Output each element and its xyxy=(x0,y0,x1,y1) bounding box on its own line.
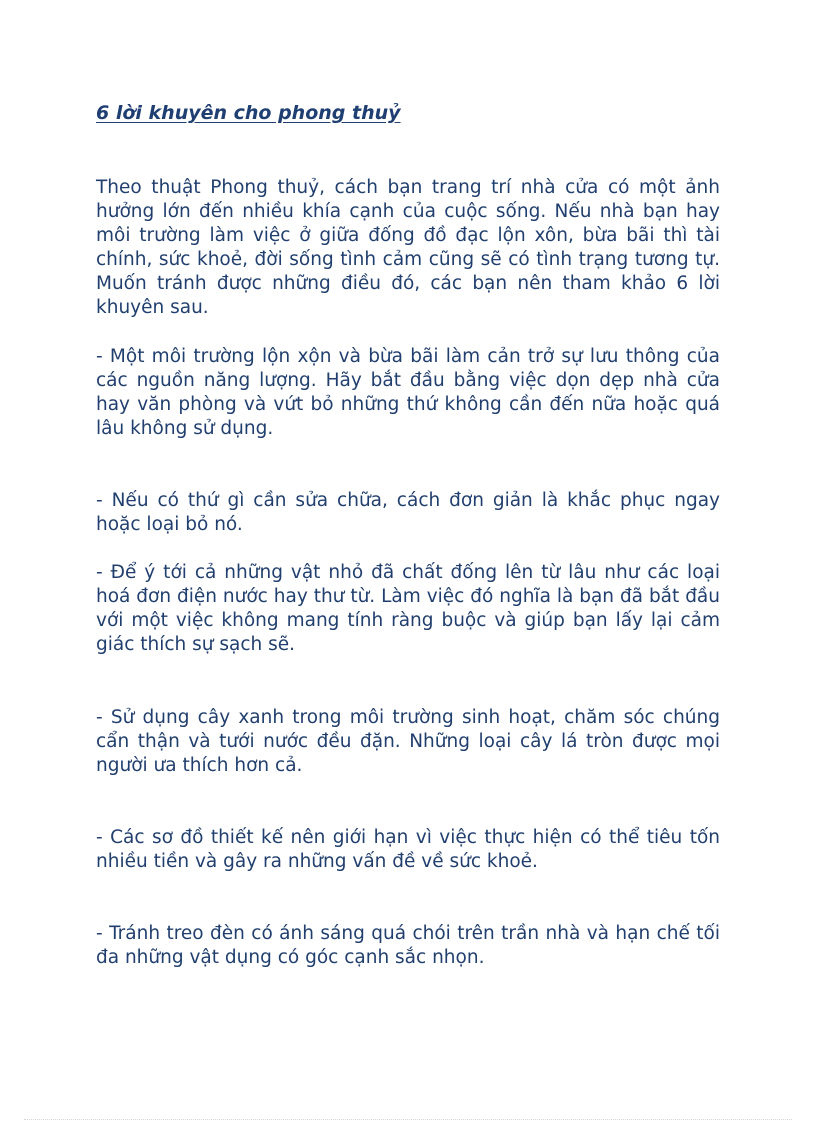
tip-paragraph-design-plans: - Các sơ đồ thiết kế nên giới hạn vì việc thực hiện có thể tiêu tốn nhiều tiền và gây ra những vấn đề về sức khoẻ. xyxy=(96,827,720,872)
tip-paragraph-declutter: - Một môi trường lộn xộn và bừa bãi làm cản trở sự lưu thông của các nguồn năng lượng. Hãy bắt đầu bằng việc dọn dẹp nhà cửa hay văn phòng và vứt bỏ những thứ không cần đến nữa hoặc quá lâu không sử dụng. xyxy=(96,346,720,439)
tip-paragraph-small-items: - Để ý tới cả những vật nhỏ đã chất đống lên từ lâu như các loại hoá đơn điện nước hay thư từ. Làm việc đó nghĩa là bạn đã bắt đầu với một việc không mang tính ràng buộc và giúp bạn lấy lại cảm giác thích sự sạch sẽ. xyxy=(96,562,720,655)
document-title: 6 lời khuyên cho phong thuỷ xyxy=(96,102,401,124)
page-footer-divider xyxy=(24,1119,792,1120)
tip-paragraph-lighting: - Tránh treo đèn có ánh sáng quá chói trên trần nhà và hạn chế tối đa những vật dụng có góc cạnh sắc nhọn. xyxy=(96,923,720,968)
tip-paragraph-repair: - Nếu có thứ gì cần sửa chữa, cách đơn giản là khắc phục ngay hoặc loại bỏ nó. xyxy=(96,490,720,535)
intro-paragraph: Theo thuật Phong thuỷ, cách bạn trang trí nhà cửa có một ảnh hưởng lớn đến nhiều khía cạnh của cuộc sống. Nếu nhà bạn hay môi trường làm việc ở giữa đống đồ đạc lộn xôn, bừa bãi thì tài chính, sức khoẻ, đời sống tình cảm cũng sẽ có tình trạng tương tự. Muốn tránh được những điều đó, các bạn nên tham khảo 6 lời khuyên sau. xyxy=(96,177,720,318)
tip-paragraph-plants: - Sử dụng cây xanh trong môi trường sinh hoạt, chăm sóc chúng cẩn thận và tưới nước đều đặn. Những loại cây lá tròn được mọi người ưa thích hơn cả. xyxy=(96,707,720,776)
